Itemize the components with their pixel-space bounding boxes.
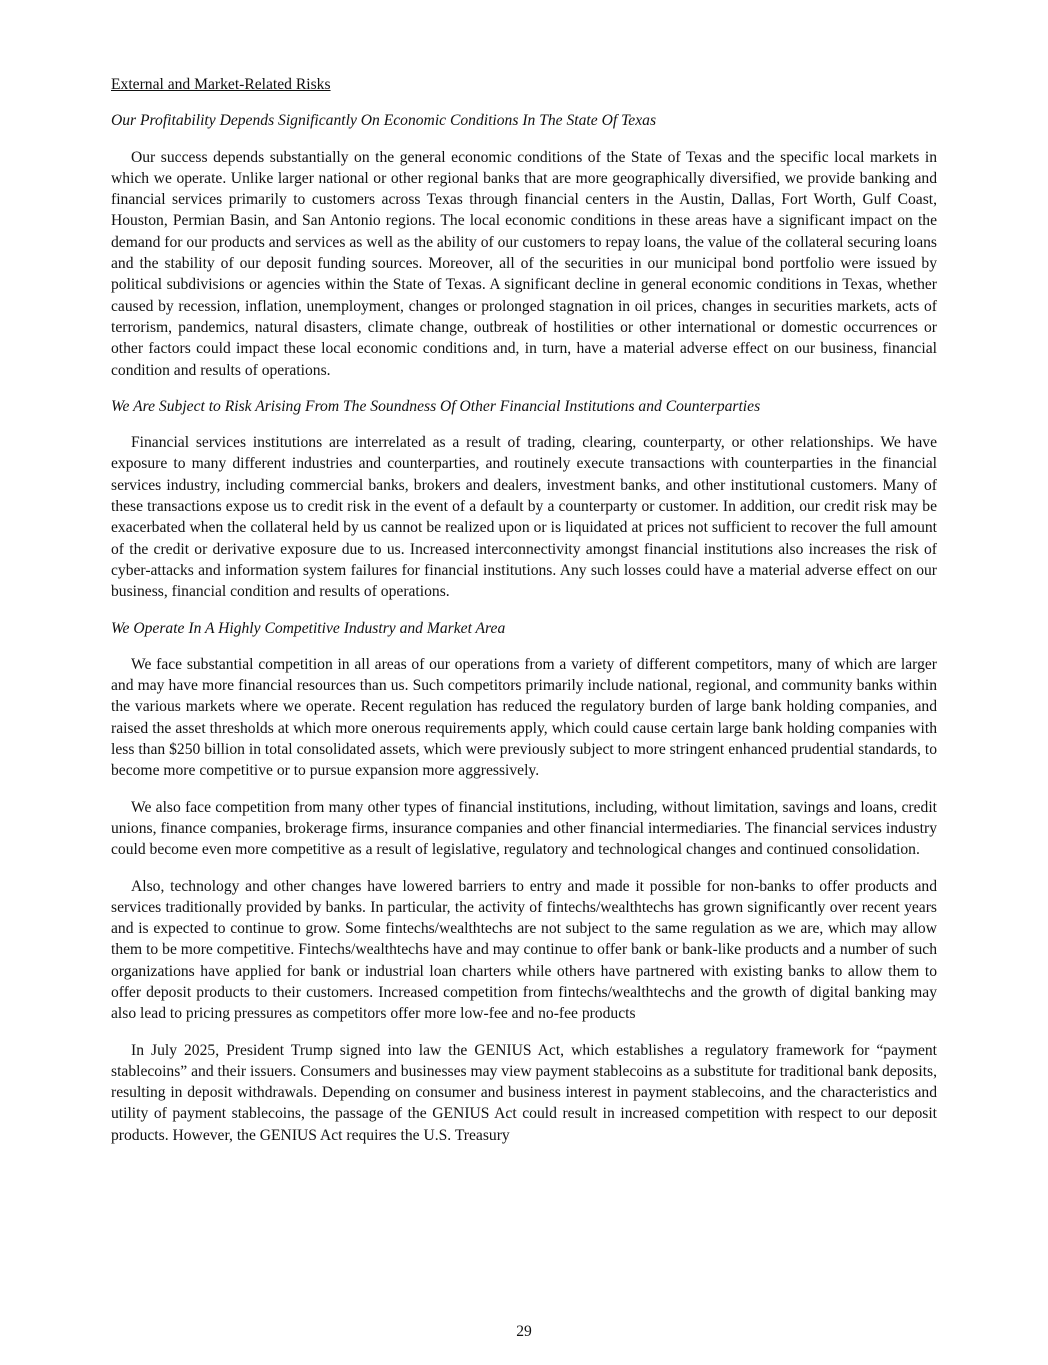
paragraph: Also, technology and other changes have lowered barriers to entry and made it possible for non-banks to offer products and services traditionally provided by banks. In particular, the activity of fintechs/wealthtechs has grown significantly over recent years and is expected to continue to grow. Some fintechs/wealthtechs are not subject to the same regulation as we are, which may allow them to be more competitive. Fintechs/wealthtechs have and may continue to offer bank or bank-like products and a number of such organizations have applied for bank or industrial loan charters while others have partnered with existing banks to allow them to offer deposit products to their customers. Increased competition from fintechs/wealthtechs and the growth of digital banking may also lead to pricing pressures as competitors offer more low-fee and no-fee products <box>111 877 937 1023</box>
risk-heading-counterparties: We Are Subject to Risk Arising From The Soundness Of Other Financial Institutions and Counterparties <box>111 397 761 415</box>
risk-factor-texas-economy <box>111 110 937 381</box>
risk-heading-competition: We Operate In A Highly Competitive Industry and Market Area <box>111 619 506 637</box>
document-page <box>111 74 937 1161</box>
page-number: 29 <box>516 1323 532 1340</box>
paragraph: Financial services institutions are interrelated as a result of trading, clearing, counterparty, or other relationships. We have exposure to many different industries and counterparties, and routinely execute transactions with counterparties in the financial services industry, including commercial banks, brokers and dealers, investment banks, and other institutional customers. Many of these transactions expose us to credit risk in the event of a default by a counterparty or customer. In addition, our credit risk may be exacerbated when the collateral held by us cannot be realized upon or is liquidated at prices not sufficient to recover the full amount of the credit or derivative exposure due to us. Increased interconnectivity amongst financial institutions also increases the risk of cyber-attacks and information system failures for financial institutions. Any such losses could have a material adverse effect on our business, financial condition and results of operations. <box>111 434 937 601</box>
risk-factor-competition <box>111 618 937 1147</box>
paragraph: We also face competition from many other types of financial institutions, including, without limitation, savings and loans, credit unions, finance companies, brokerage firms, insurance companies and other financial intermediaries. The financial services industry could become even more competitive as a result of legislative, regulatory and technological changes and continued consolidation. <box>111 798 937 859</box>
paragraph: In July 2025, President Trump signed into law the GENIUS Act, which establishes a regulatory framework for “payment stablecoins” and their issuers. Consumers and businesses may view payment stablecoins as a substitute for traditional bank deposits, resulting in deposit withdrawals. Depending on consumer and business interest in payment stablecoins, and the characteristics and utility of payment stablecoins, the passage of the GENIUS Act could result in increased competition with respect to our deposit products. However, the GENIUS Act requires the U.S. Treasury <box>111 1041 937 1144</box>
risk-heading-texas-economy: Our Profitability Depends Significantly On Economic Conditions In The State Of Texas <box>111 112 657 130</box>
paragraph: Our success depends substantially on the general economic conditions of the State of Texas and the specific local markets in which we operate. Unlike larger national or other regional banks that are more geographically diversified, we provide banking and financial services primarily to customers across Texas through financial centers in the Austin, Dallas, Fort Worth, Gulf Coast, Houston, Permian Basin, and San Antonio regions. The local economic conditions in these areas have a significant impact on the demand for our products and services as well as the ability of our customers to repay loans, the value of the collateral securing loans and the stability of our deposit funding sources. Moreover, all of the securities in our municipal bond portfolio were issued by political subdivisions or agencies within the State of Texas. A significant decline in general economic conditions in Texas, whether caused by recession, inflation, unemployment, changes or prolonged stagnation in oil prices, changes in securities markets, acts of terrorism, pandemics, natural disasters, climate change, outbreak of hostilities or other international or domestic occurrences or other factors could impact these local economic conditions and, in turn, have a material adverse effect on our business, financial condition and results of operations. <box>111 148 937 379</box>
section-title: External and Market-Related Risks <box>111 76 331 93</box>
paragraph: We face substantial competition in all areas of our operations from a variety of different competitors, many of which are larger and may have more financial resources than us. Such competitors primarily include national, regional, and community banks within the various markets where we operate. Recent regulation has reduced the regulatory burden of large bank holding companies, and raised the asset thresholds at which more onerous requirements apply, which could cause certain large bank holding companies with less than $250 billion in total consolidated assets, which were previously subject to more stringent enhanced prudential standards, to become more competitive or to pursue expansion more aggressively. <box>111 655 937 780</box>
risk-factor-counterparties <box>111 396 937 603</box>
